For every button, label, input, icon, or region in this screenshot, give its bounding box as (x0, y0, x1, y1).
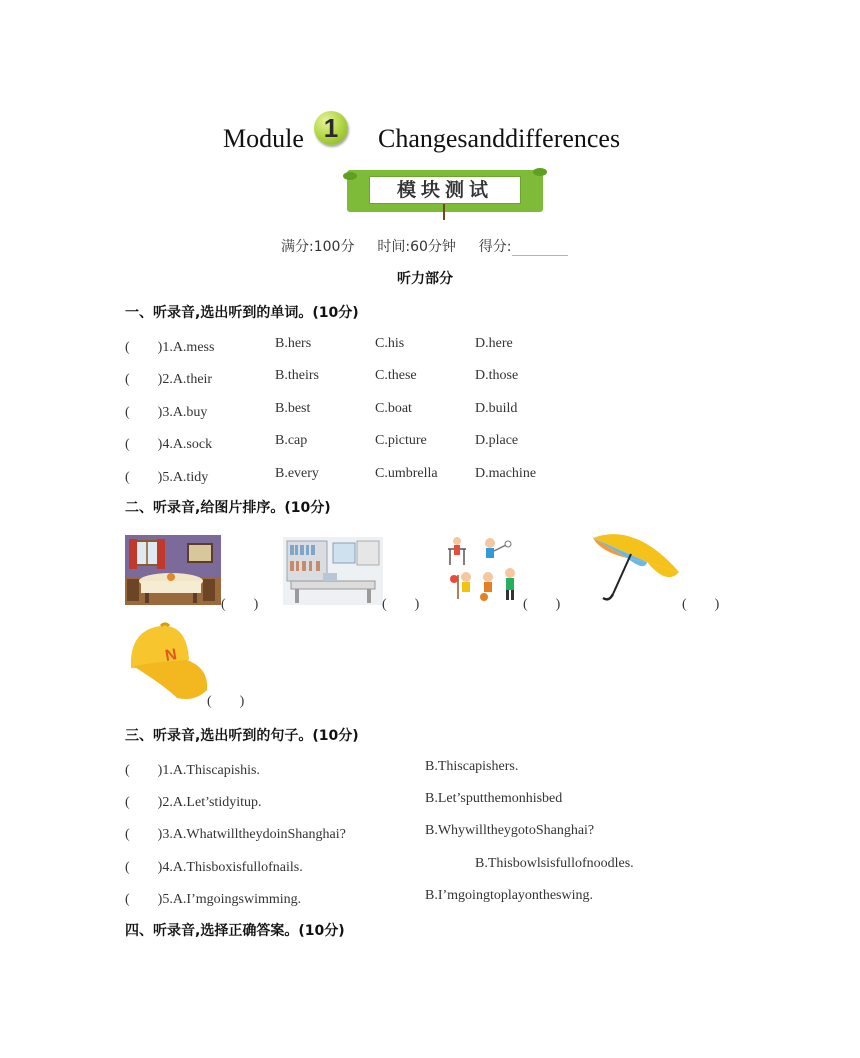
title-subtitle: Changesanddifferences (378, 124, 621, 153)
s3-q2-option-a[interactable]: ( )2.A.Let’stidyitup. (125, 795, 262, 810)
s1-q1-option-b[interactable]: B.hers (275, 336, 312, 351)
section1-heading: 一、听录音,选出听到的单词。(10分) (125, 305, 359, 321)
title-module-word: Module (223, 124, 304, 153)
score-label: 得分: (478, 239, 512, 255)
dining-room-picture (125, 535, 221, 605)
s1-q5-option-d[interactable]: D.machine (475, 466, 537, 481)
s3-q1-option-b[interactable]: B.Thiscapishers. (425, 759, 519, 774)
s3-question-row (125, 823, 685, 843)
cap-picture (125, 620, 211, 706)
sports-kids-picture (444, 535, 524, 607)
s1-q2-option-a[interactable]: ( )2.A.their (125, 372, 213, 387)
s1-q4-option-b[interactable]: B.cap (275, 433, 308, 448)
s1-q5-option-c[interactable]: C.umbrella (375, 466, 438, 481)
order-blank-4[interactable]: ( ) (682, 597, 720, 612)
s1-question-row (125, 401, 685, 421)
order-blank-2[interactable]: ( ) (382, 597, 420, 612)
banner-stem (443, 204, 445, 220)
s1-q2-option-c[interactable]: C.these (375, 368, 417, 383)
s1-q1-option-d[interactable]: D.here (475, 336, 513, 351)
s1-q1-option-a[interactable]: ( )1.A.mess (125, 340, 215, 355)
s1-q4-option-d[interactable]: D.place (475, 433, 519, 448)
full-marks: 满分:100分 (281, 239, 355, 255)
banner-label: 模块测试 (369, 176, 521, 204)
s3-question-row (125, 888, 685, 908)
s1-q1-option-c[interactable]: C.his (375, 336, 405, 351)
order-blank-1[interactable]: ( ) (221, 597, 259, 612)
section2-heading: 二、听录音,给图片排序。(10分) (125, 500, 331, 516)
exam-info-line (281, 236, 568, 256)
s3-q5-option-b[interactable]: B.I’mgoingtoplayontheswing. (425, 888, 593, 903)
time-limit: 时间:60分钟 (377, 239, 456, 255)
test-banner (347, 170, 543, 212)
svg-text:N: N (163, 646, 179, 665)
s3-q5-option-a[interactable]: ( )5.A.I’mgoingswimming. (125, 892, 302, 907)
s3-q4-option-b[interactable]: B.Thisbowlsisfullofnoodles. (475, 856, 634, 871)
s3-question-row (125, 759, 685, 779)
listening-heading: 听力部分 (397, 271, 453, 287)
s3-q3-option-a[interactable]: ( )3.A.WhatwilltheydoinShanghai? (125, 827, 346, 842)
s1-q4-option-a[interactable]: ( )4.A.sock (125, 437, 213, 452)
s1-q5-option-b[interactable]: B.every (275, 466, 319, 481)
score-blank[interactable] (512, 241, 568, 256)
section3-heading: 三、听录音,选出听到的句子。(10分) (125, 728, 359, 744)
s1-q3-option-c[interactable]: C.boat (375, 401, 412, 416)
classroom-picture (283, 537, 383, 605)
s1-question-row (125, 433, 685, 453)
order-blank-5[interactable]: ( ) (207, 694, 245, 709)
s1-q2-option-d[interactable]: D.those (475, 368, 519, 383)
s1-q3-option-d[interactable]: D.build (475, 401, 518, 416)
order-blank-3[interactable]: ( ) (523, 597, 561, 612)
s3-q1-option-a[interactable]: ( )1.A.Thiscapishis. (125, 763, 260, 778)
s1-question-row (125, 368, 685, 388)
umbrella-picture (587, 528, 683, 608)
s3-q4-option-a[interactable]: ( )4.A.Thisboxisfullofnails. (125, 860, 303, 875)
s1-q2-option-b[interactable]: B.theirs (275, 368, 319, 383)
leaf-decoration (343, 172, 357, 180)
s1-question-row (125, 336, 685, 356)
s1-q3-option-a[interactable]: ( )3.A.buy (125, 405, 208, 420)
module-number-badge: 1 (314, 111, 348, 145)
section4-heading: 四、听录音,选择正确答案。(10分) (125, 923, 345, 939)
s3-q2-option-b[interactable]: B.Let’sputthemonhisbed (425, 791, 563, 806)
s3-question-row (125, 856, 685, 876)
s3-q3-option-b[interactable]: B.WhywilltheygotoShanghai? (425, 823, 595, 838)
s1-q4-option-c[interactable]: C.picture (375, 433, 427, 448)
s1-question-row (125, 466, 685, 486)
s3-question-row (125, 791, 685, 811)
s1-q5-option-a[interactable]: ( )5.A.tidy (125, 470, 209, 485)
leaf-decoration (533, 168, 547, 176)
s1-q3-option-b[interactable]: B.best (275, 401, 311, 416)
